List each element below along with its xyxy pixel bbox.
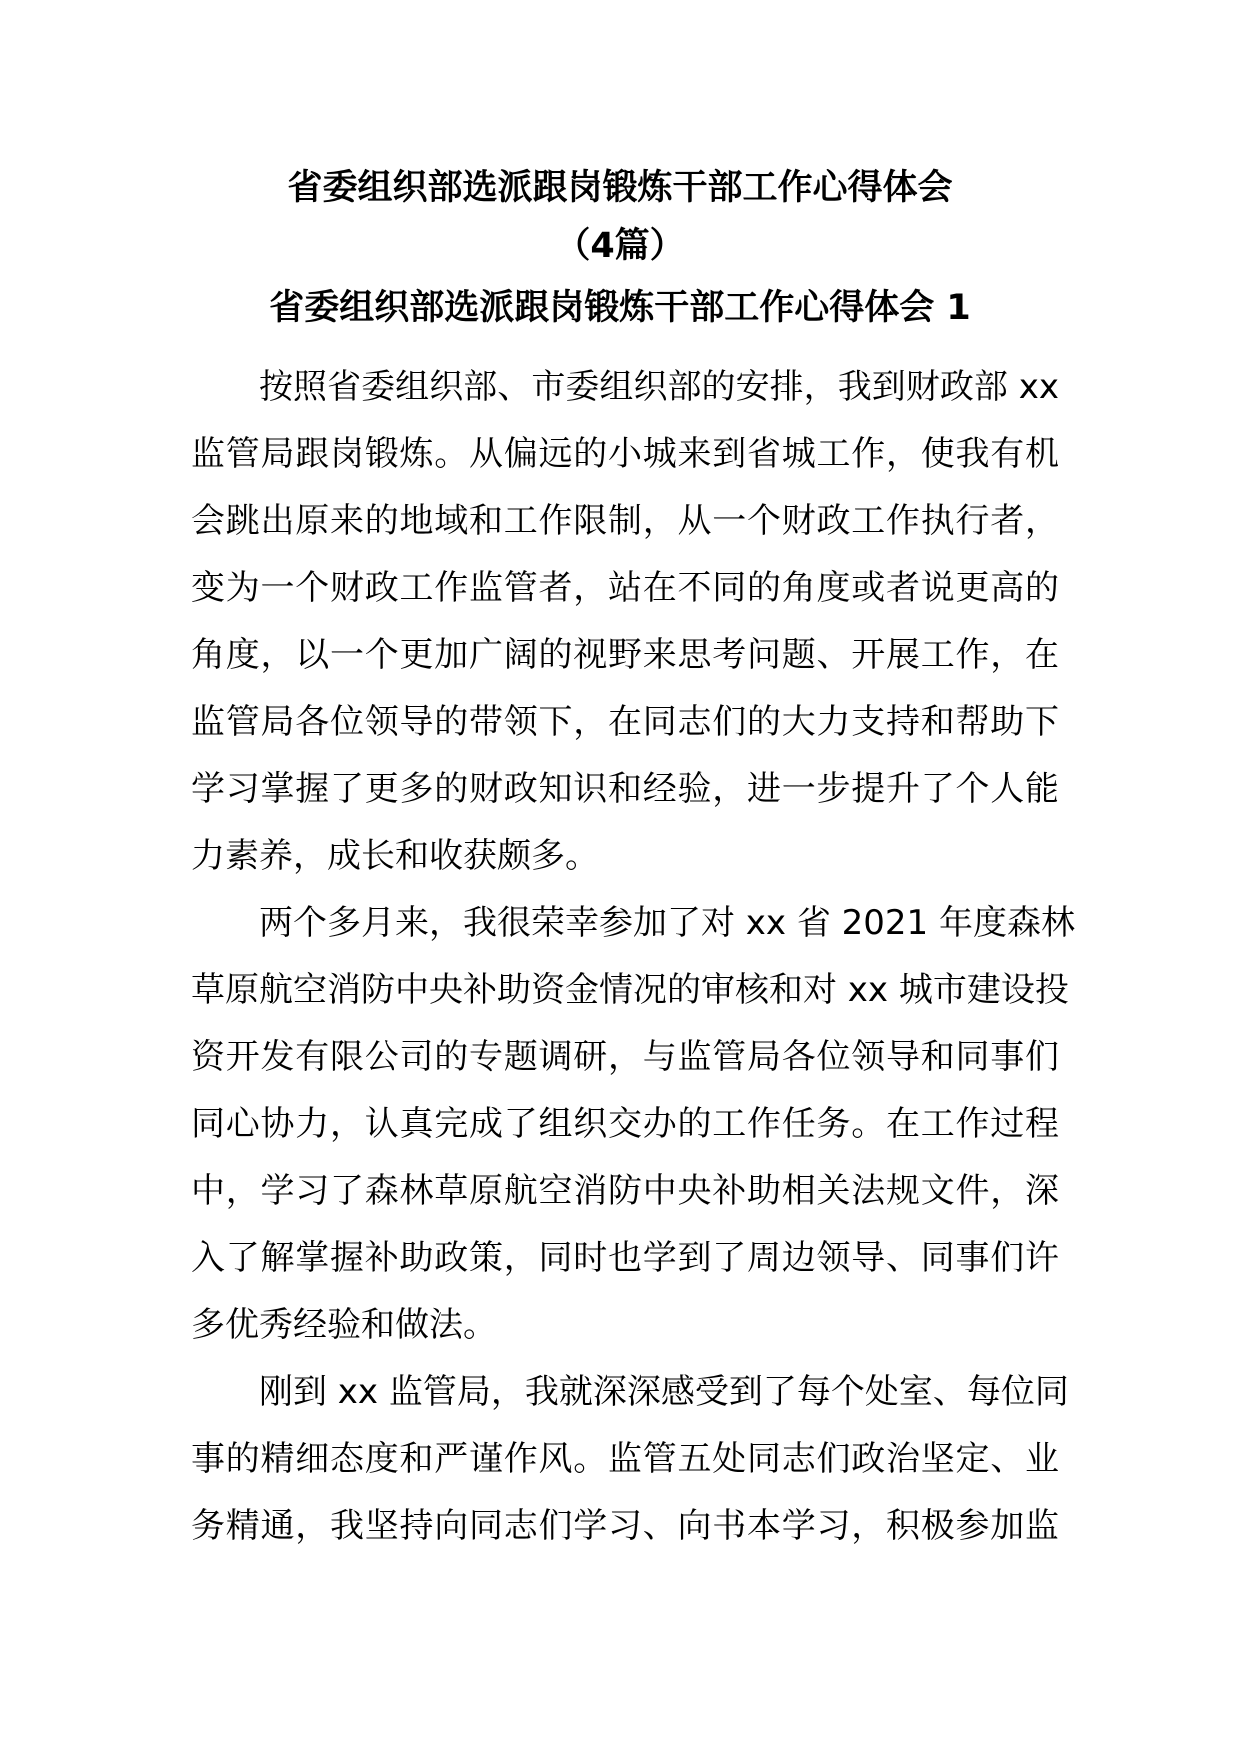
text-line: 学习掌握了更多的财政知识和经验，进一步提升了个人能 bbox=[191, 769, 1059, 809]
section-heading: 省委组织部选派跟岗锻炼干部工作心得体会 1 bbox=[269, 288, 971, 328]
text-line: 监管局各位领导的带领下，在同志们的大力支持和帮助下 bbox=[191, 702, 1059, 742]
text-line: 资开发有限公司的专题调研，与监管局各位领导和同事们 bbox=[191, 1037, 1059, 1077]
text-line: 事的精细态度和严谨作风。监管五处同志们政治坚定、业 bbox=[191, 1439, 1059, 1479]
text-line: 会跳出原来的地域和工作限制，从一个财政工作执行者， bbox=[191, 501, 1059, 541]
text-line: 草原航空消防中央补助资金情况的审核和对 xx 城市建设投 bbox=[191, 970, 1069, 1010]
text-line: 入了解掌握补助政策，同时也学到了周边领导、同事们许 bbox=[191, 1238, 1059, 1278]
paragraph bbox=[191, 902, 1075, 1371]
document-title: 省委组织部选派跟岗锻炼干部工作心得体会 bbox=[287, 168, 953, 208]
text-line: 两个多月来，我很荣幸参加了对 xx 省 2021 年度森林 bbox=[259, 903, 1075, 943]
text-line: 角度，以一个更加广阔的视野来思考问题、开展工作，在 bbox=[191, 635, 1059, 675]
text-line: 同心协力，认真完成了组织交办的工作任务。在工作过程 bbox=[191, 1104, 1059, 1144]
document-body bbox=[191, 366, 1075, 1572]
text-line: 中，学习了森林草原航空消防中央补助相关法规文件，深 bbox=[191, 1171, 1059, 1211]
text-line: 监管局跟岗锻炼。从偏远的小城来到省城工作，使我有机 bbox=[191, 434, 1059, 474]
text-line: 力素养，成长和收获颇多。 bbox=[191, 836, 599, 876]
paragraph bbox=[191, 366, 1059, 902]
paragraph bbox=[191, 1371, 1069, 1572]
text-line: 刚到 xx 监管局，我就深深感受到了每个处室、每位同 bbox=[259, 1372, 1069, 1412]
text-line: 按照省委组织部、市委组织部的安排，我到财政部 xx bbox=[259, 367, 1059, 407]
text-line: 务精通，我坚持向同志们学习、向书本学习，积极参加监 bbox=[191, 1506, 1059, 1546]
text-line: 变为一个财政工作监管者，站在不同的角度或者说更高的 bbox=[191, 568, 1059, 608]
document-subtitle: （4篇） bbox=[555, 226, 685, 266]
text-line: 多优秀经验和做法。 bbox=[191, 1305, 497, 1345]
